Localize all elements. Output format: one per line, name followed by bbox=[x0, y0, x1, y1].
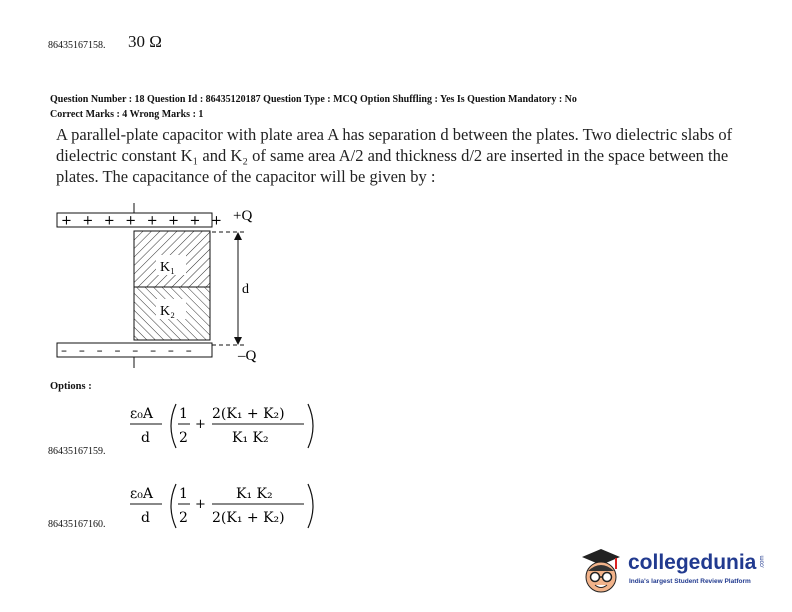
previous-option-value: 30 Ω bbox=[128, 32, 162, 51]
option-2-term2-numerator: K₁ K₂ bbox=[236, 486, 273, 502]
student-mascot-icon bbox=[576, 545, 626, 597]
top-charge-label: +Q bbox=[233, 208, 253, 224]
option-2-prefactor-numerator: ε₀A bbox=[130, 486, 153, 502]
question-text: A parallel-plate capacitor with plate area A has separation d between the plates. Two dielectric slabs of dielectric constant K₁ and K₂ of same area A/2 and thickness d/2 are inserted in the space between the plates. The capacitance of the capacitor will be given by : bbox=[56, 125, 733, 186]
bottom-plate-signs: – – – – – – – – bbox=[61, 343, 196, 358]
question-meta: Question Number : 18 Question Id : 86435120187 Question Type : MCQ Option Shuffling : Yes Is Question Mandatory : No bbox=[50, 94, 577, 105]
option-2-math bbox=[128, 478, 328, 536]
bottom-charge-label: –Q bbox=[238, 348, 257, 364]
slab-k1-label: K₁ bbox=[160, 260, 175, 275]
option-1-plus: + bbox=[195, 417, 206, 432]
option-2-term2-denominator: 2(K₁ + K₂) bbox=[212, 510, 285, 526]
previous-option-id: 86435167158. bbox=[48, 40, 106, 51]
option-1-term1-numerator: 1 bbox=[179, 406, 188, 422]
option-2-prefactor-denominator: d bbox=[141, 510, 150, 526]
option-1-term1-denominator: 2 bbox=[179, 430, 188, 446]
slab-k2-label: K₂ bbox=[160, 304, 175, 319]
option-2-right-paren bbox=[308, 484, 313, 528]
option-2-formula[interactable] bbox=[128, 478, 328, 540]
option-1-id: 86435167159. bbox=[48, 446, 106, 457]
option-2-term1-numerator: 1 bbox=[179, 486, 188, 502]
gap-label: d bbox=[242, 282, 249, 297]
option-2-left-paren bbox=[171, 484, 176, 528]
logo-tagline: India's largest Student Review Platform bbox=[629, 578, 751, 585]
option-1-right-paren bbox=[308, 404, 313, 448]
option-2-term1-denominator: 2 bbox=[179, 510, 188, 526]
option-1-left-paren bbox=[171, 404, 176, 448]
option-1-prefactor-numerator: ε₀A bbox=[130, 406, 153, 422]
option-2-id: 86435167160. bbox=[48, 519, 106, 530]
option-2-plus: + bbox=[195, 497, 206, 512]
marks-meta: Correct Marks : 4 Wrong Marks : 1 bbox=[50, 109, 204, 120]
arrow-up-icon bbox=[234, 232, 242, 240]
arrow-down-icon bbox=[234, 337, 242, 345]
logo-wordmark: collegedunia bbox=[628, 551, 757, 574]
logo-suffix: .com bbox=[759, 555, 766, 569]
option-1-formula[interactable] bbox=[128, 398, 328, 460]
options-label: Options : bbox=[50, 381, 92, 392]
capacitor-diagram bbox=[52, 203, 282, 373]
collegedunia-logo bbox=[576, 545, 776, 597]
option-1-prefactor-denominator: d bbox=[141, 430, 150, 446]
option-1-math bbox=[128, 398, 328, 456]
top-plate-signs: + + + + + + + + bbox=[61, 213, 226, 229]
option-1-term2-denominator: K₁ K₂ bbox=[232, 430, 269, 446]
option-1-term2-numerator: 2(K₁ + K₂) bbox=[212, 406, 285, 422]
capacitor-figure bbox=[52, 203, 282, 368]
